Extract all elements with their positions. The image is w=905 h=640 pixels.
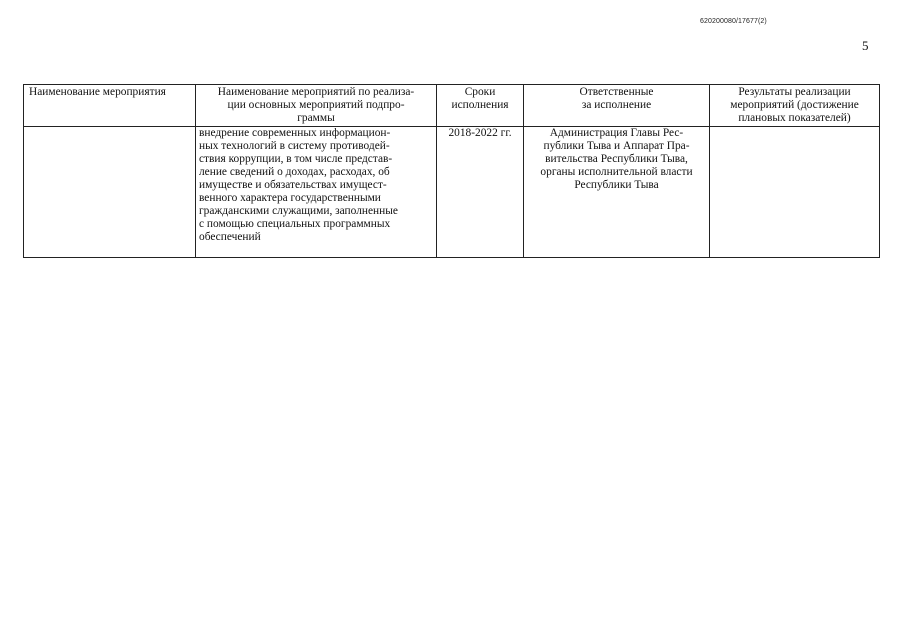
header-line: мероприятий (достижение bbox=[730, 99, 859, 111]
header-line: Сроки bbox=[464, 86, 496, 98]
header-subprogram-activities bbox=[196, 85, 437, 127]
header-deadline bbox=[437, 85, 524, 127]
activity-line: ствия коррупции, в том числе представ- bbox=[199, 153, 393, 165]
activity-line: ных технологий в систему противодей- bbox=[199, 140, 390, 152]
activity-line: имуществе и обязательствах имущест- bbox=[199, 179, 387, 191]
header-line: исполнения bbox=[451, 99, 509, 111]
header-line: ции основных мероприятий подпро- bbox=[227, 99, 405, 111]
activity-line: внедрение современных информацион- bbox=[199, 127, 391, 139]
responsible-line: публики Тыва и Аппарат Пра- bbox=[543, 140, 690, 152]
deadline-cell: 2018-2022 гг. bbox=[437, 127, 524, 258]
responsible-line: вительства Республики Тыва, bbox=[545, 153, 688, 165]
responsible-line: Администрация Главы Рес- bbox=[549, 127, 684, 139]
activity-description-cell bbox=[196, 127, 437, 258]
main-activity-cell bbox=[24, 127, 196, 258]
activity-line: венного характера государственными bbox=[199, 192, 381, 204]
page-number: 5 bbox=[862, 38, 869, 53]
document-id: 620200080/17677(2) bbox=[700, 18, 767, 25]
header-line: Наименование мероприятий по реализа- bbox=[217, 86, 415, 98]
header-line: Ответственные bbox=[579, 86, 654, 98]
header-line: Результаты реализации bbox=[738, 86, 851, 98]
header-line: за исполнение bbox=[581, 99, 652, 111]
header-line: Наименование мероприятия bbox=[29, 86, 166, 98]
header-main-activity bbox=[24, 85, 196, 127]
activity-line: обеспечений bbox=[199, 231, 261, 243]
table-row bbox=[24, 127, 880, 258]
results-cell bbox=[710, 127, 880, 258]
header-line: плановых показателей) bbox=[738, 112, 851, 124]
header-responsible bbox=[524, 85, 710, 127]
responsible-line: Республики Тыва bbox=[574, 179, 659, 191]
header-line: граммы bbox=[297, 112, 335, 124]
activity-line: с помощью специальных программных bbox=[199, 218, 391, 230]
activity-line: гражданскими служащими, заполненные bbox=[199, 205, 398, 217]
table-header-row bbox=[24, 85, 880, 127]
activity-line: ление сведений о доходах, расходах, об bbox=[199, 166, 390, 178]
activities-table bbox=[23, 84, 880, 258]
responsible-line: органы исполнительной власти bbox=[540, 166, 693, 178]
header-results bbox=[710, 85, 880, 127]
responsible-cell bbox=[524, 127, 710, 258]
